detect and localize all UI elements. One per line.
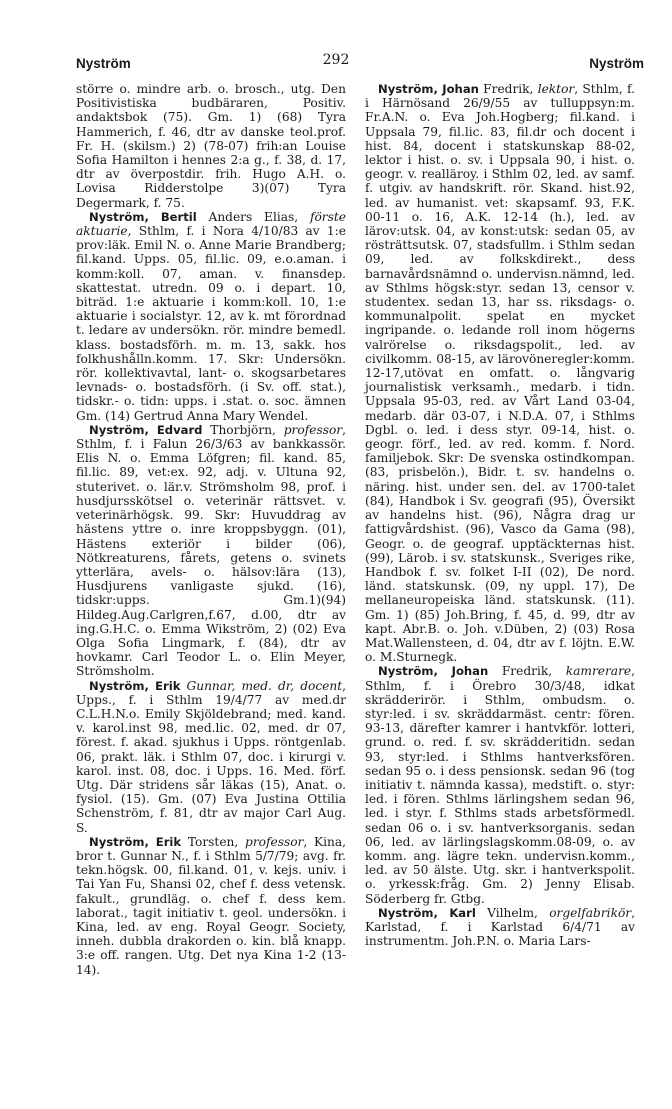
entry-text: , Kina, bror t. Gunnar N., f. i Sthlm 5/7/79; avg. fr. tekn.högsk. 00, fil.kand. 01, v. kejs. univ. i Tai Yan Fu, Shansi 02, chef f. dess vetensk. fakult., grundläg. o. chef f. dess kem. laborat., tagit initiativ t. geol. undersökn. i Kina, led. av eng. Royal Geogr. Society, inneh. dubbla drakorden o. kin. blå knapp. 3:e off. rangen. Utg. Det nya Kina 1-2 (13-14). xyxy=(76,834,346,977)
running-header-right: Nyström xyxy=(589,56,644,71)
entry-occupation: kamrerare xyxy=(565,664,632,679)
entry-occupation: lektor xyxy=(537,82,575,96)
biography-entry xyxy=(76,835,346,977)
entry-occupation: professor xyxy=(283,422,343,437)
entry-given-names: Fredrik, xyxy=(478,82,538,96)
entry-name: Nyström, Karl xyxy=(378,905,476,920)
page-number: 292 xyxy=(322,52,350,68)
entry-text: , Upps., f. i Sthlm 19/4/77 av med.dr C.L.H.N.o. Emily Skjöldebrand; med. kand. v. karol.inst 98, med.lic. 02, med. dr 07, förest. f. akad. sjukhus i Upps. röntgenlab. 06, prakt. läk. i Sthlm 07, doc. i kirurgi v. karol. inst. 08, doc. i Upps. 16. Med. förf. Utg. Där stridens sår läkas (15), Anat. o. fysiol. (15). Gm. (07) Eva Justina Ottilia Schenström, f. 81, dtr av major Carl Aug. S. xyxy=(76,678,347,835)
entry-text: , Sthlm, f. i Nora 4/10/83 av 1:e prov:läk. Emil N. o. Anne Marie Brandberg; fil.kand. Upps. 05, fil.lic. 09, e.o.aman. i komm:koll. 07, aman. v. finansdep. skattestat. utredn. 09 o. i depart. 10, biträd. 1:e aktuarie i komm:koll. 10, 1:e aktuarie i socialstyr. 12, av k. mt förordnad t. ledare av undersökn. rör. mindre bemedl. klass. bostadsförh. m. m. 13, sakk. hos folkhushålln.komm. 17. Skr: Undersökn. rör. kollektivavtal, lant- o. skogsarbetares levnads- o. bostadsförh. (i Sv. off. stat.), tidskr.- o. tidn: upps. i .stat. o. soc. ämnen Gm. (14) Gertrud Anna Mary Wendel. xyxy=(76,224,346,423)
entry-occupation: professor xyxy=(245,834,304,849)
entry-occupation: orgelfabrikör xyxy=(549,905,632,920)
entry-name: Nyström, Johan xyxy=(378,82,479,96)
entry-text: , Sthlm, f. i Falun 26/3/63 av bankkassör. Elis N. o. Emma Löfgren; fil. kand. 85, fil.lic. 89, vet:ex. 92, adj. v. Ultuna 92, stuterivet. o. lär.v. Strömsholm 98, prof. i husdjursskötsel o. veterinär rättsvet. v. veterinärhögsk. 99. Skr: Huvuddrag av hästens yttre o. inre kroppsbyggn. (01), Hästens exteriör i bilder (06), Nötkreaturens, fårets, getens o. svinets ytterlära, avels- o. hälsov:lära (13), Husdjurens vanligaste sjukd. (16), tidskr:upps. Gm.1)(94) Hildeg.Aug.Carlgren,f.67, d.00, dtr av ing.G.H.C. o. Emma Wikström, 2) (02) Eva Olga Sofia Lingmark, f. (84), dtr av hovkamr. Carl Teodor L. o. Elin Meyer, Strömsholm. xyxy=(76,422,346,679)
running-header-left: Nyström xyxy=(76,56,131,71)
entry-text: , Karlstad, f. i Karlstad 6/4/71 av instrumentm. Joh.P.N. o. Maria Lars- xyxy=(365,905,635,949)
entry-text: större o. mindre arb. o. brosch., utg. Den Positivistiska budbäraren, Positiv. andaktsbok (75). Gm. 1) (68) Tyra Hammerich, f. 46, dtr av danske teol.prof. Fr. H. (skilsm.) 2) (78-07) frih:an Louise Sofia Hamilton i hennes 2:a g., f. 38, d. 17, dtr av överpostdir. frih. Hugo A.H. o. Lovisa Ridderstolpe 3)(07) Tyra Degermark, f. 75. xyxy=(76,82,346,210)
entry-text: , Sthlm, f. i Örebro 30/3/48, idkat skrädderirör. i Sthlm, ombudsm. o. styr:led. i sv. skräddarmäst. centr: fören. 93-13, därefter kamrer i hantvkför. lotteri, grund. o. red. f. sv. skrädderitidn. sedan 93, styr:led. i Sthlms hantverksfören. sedan 95 o. i dess pensionsk. sedan 96 (tog initiativ t. nämnda kassa), medstift. o. styr: led. i fören. Sthlms lärlingshem sedan 96, led. i styr. f. Sthlms stads arbetsförmedl. sedan 06 o. i sv. hantverksorganis. sedan 06, led. av lärlingslagskomm.08-09, o. av komm. ang. lägre tekn. undervisn.komm., led. av 50 älste. Utg. skr. i hantverkspolit. o. yrkessk:fråg. Gm. 2) Jenny Elisab. Söderberg fr. Gtbg. xyxy=(365,664,635,906)
entry-name: Nyström, Erik xyxy=(89,834,182,849)
entry-name: Nyström, Bertil xyxy=(89,209,197,224)
biography-entry xyxy=(76,423,346,679)
biography-entry xyxy=(365,906,635,949)
left-column xyxy=(76,82,346,977)
entry-occupation: förste aktuarie xyxy=(76,209,346,239)
entry-given-names: Torsten, xyxy=(181,834,246,849)
biography-entry xyxy=(365,664,635,905)
biography-entry xyxy=(76,82,346,210)
entry-given-names: Fredrik, xyxy=(488,664,566,679)
biography-entry xyxy=(76,210,346,423)
entry-text: , Sthlm, f. i Härnösand 26/9/55 av tulluppsyn:m. Fr.A.N. o. Eva Joh.Hogberg; fil.kand. i Uppsala 79, fil.lic. 83, fil.dr och docent i hist. 84, docent i statskunskap 88-02, lektor i hist. o. sv. i Uppsala 90, i hist. o. geogr. v. realläroy. i Sthlm 02, led. av samf. f. utgiv. av handskrift. rör. Skand. hist.92, led. av humanist. vet: skapsamf. 93, F.K. 00-11 o. 16, A.K. 12-14 (h.), led. av lärov:utsk. 04, av konst:utsk: sedan 05, av rösträttsutsk. 07, stadsfullm. i Sthlm sedan 09, led. av folkskdirekt., dess barnavårdsnämnd o. undervisn.nämnd, led. av Sthlms högsk:styr. sedan 13, censor v. studentex. sedan 13, har ss. riksdags- o. kommunalpolit. spelat en mycket ingripande. o. ledande roll inom högerns valrörelse o. riksdagspolit., led. av civilkomm. 08-15, av lärovöneregler:komm. 12-17,utövat en omfatt. o. långvarig journalistisk verksamh., medarb. i tidn. Uppsala 95-03, red. av Vårt Land 03-04, medarb. där 03-07, i N.D.A. 07, i Sthlms Dgbl. o. led. i dess styr. 09-14, hist. o. geogr. förf., led. av red. komm. f. Nord. familjebok. Skr: De svenska ostindkompan. (83, prisbelön.), Bidr. t. sv. handelns o. näring. hist. under sen. del. av 1700-talet (84), Handbok i Sv. geografi (95), Översikt av handelns hist. (96), Några drag ur fattigvårdshist. (96), Vasco da Gama (98), Geogr. o. de geograf. upptäckternas hist. (99), Lärob. i sv. statskunsk., Sveriges rike, Handbok f. sv. folket I-II (02), De nord. länd. statskunsk. (09, ny uppl. 17), De mellaneuropeiska länd. statskunsk. (11). Gm. 1) (85) Joh.Bring, f. 45, d. 99, dtr av kapt. Abr.B. o. Joh. v.Düben, 2) (03) Rosa Mat.Wallensteen, d. 04, dtr av f. löjtn. E.W. o. M.Sturnegk. xyxy=(365,82,635,665)
entry-given-names: Anders Elias, xyxy=(196,209,310,224)
entry-name: Nyström, Erik xyxy=(89,678,181,693)
entry-name: Nyström, Edvard xyxy=(89,422,203,437)
entry-name: Nyström, Johan xyxy=(378,664,489,679)
biography-entry xyxy=(76,679,346,835)
entry-given-names: Vilhelm, xyxy=(475,905,550,920)
entry-occupation: Gunnar, med. dr, docent xyxy=(186,678,343,693)
entry-given-names: Thorbjörn, xyxy=(202,422,284,437)
biography-entry xyxy=(365,82,635,664)
right-column xyxy=(365,82,635,948)
